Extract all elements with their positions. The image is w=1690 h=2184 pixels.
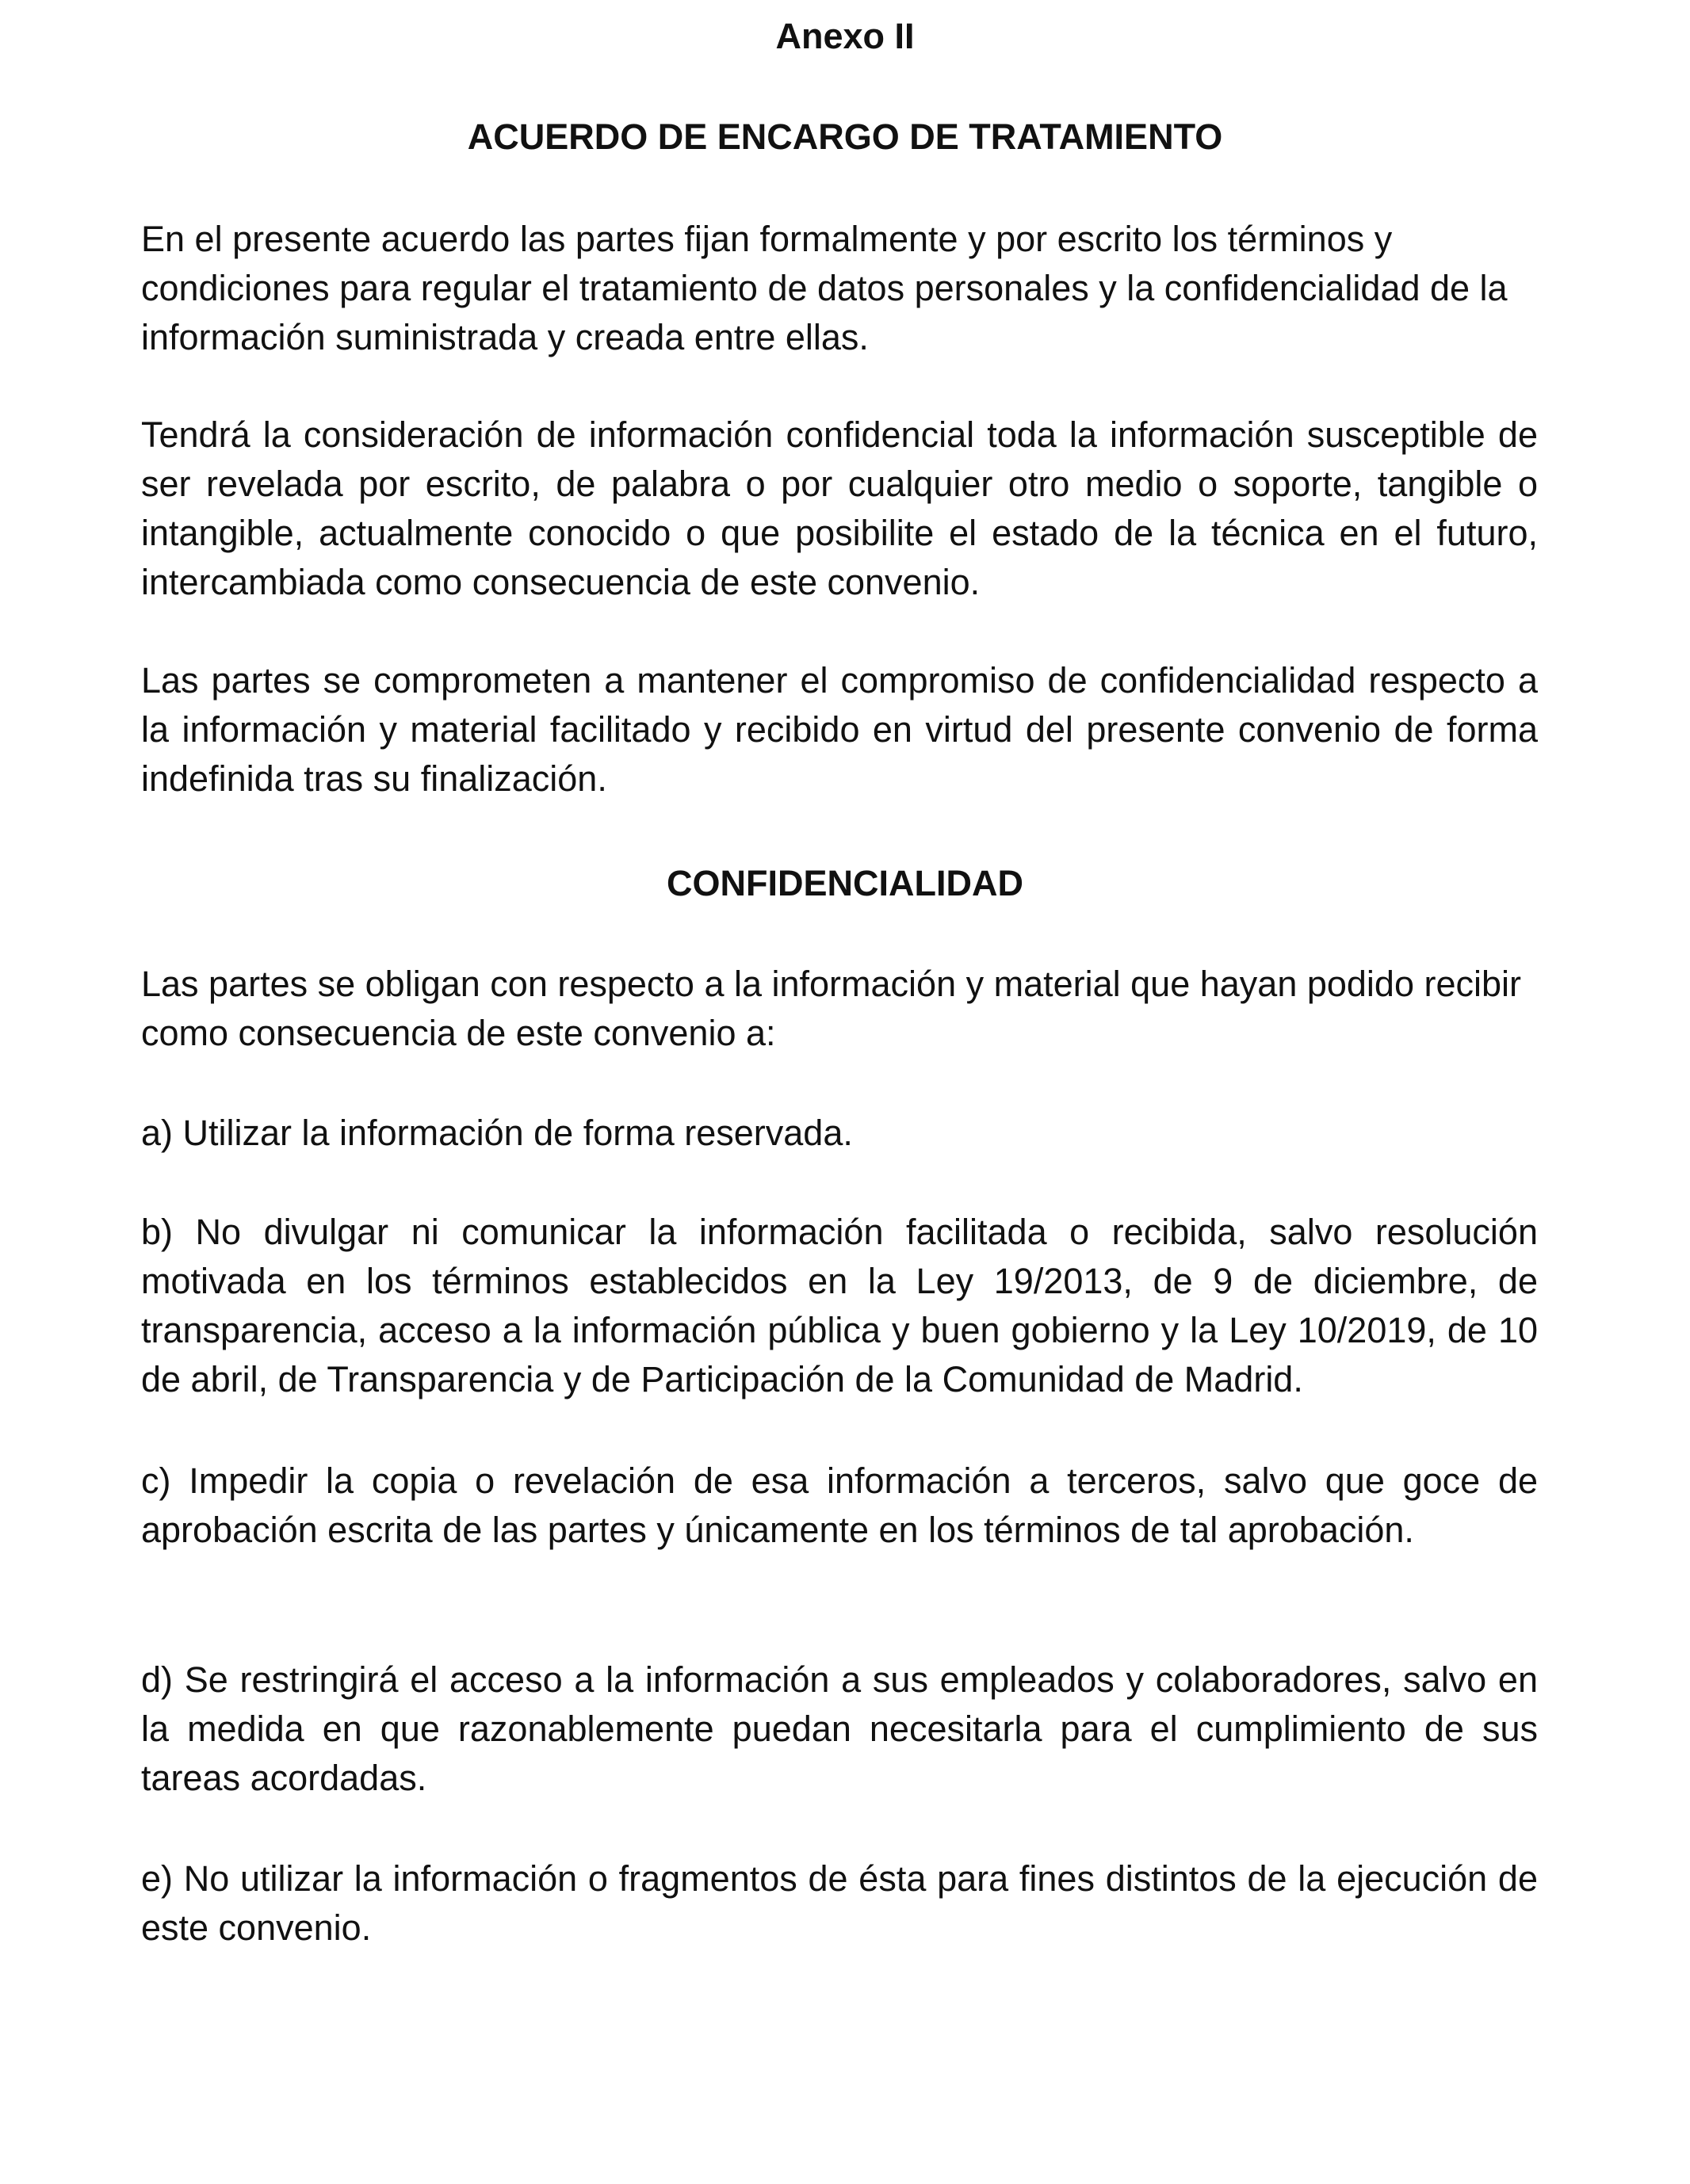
annex-label: Anexo II	[775, 16, 915, 56]
obligation-item-d: d) Se restringirá el acceso a la información a sus empleados y colaboradores, salvo en la medida en que razonablemente puedan necesitarla para el cumplimiento de sus tareas acordadas.	[141, 1659, 1538, 1798]
obligation-item-b: b) No divulgar ni comunicar la información facilitada o recibida, salvo resolución motivada en los términos establecidos en la Ley 19/2013, de 9 de diciembre, de transparencia, acceso a la información pública y buen gobierno y la Ley 10/2019, de 10 de abril, de Transparencia y de Participación de la Comunidad de Madrid.	[141, 1212, 1538, 1399]
obligation-item-c: c) Impedir la copia o revelación de esa información a terceros, salvo que goce de aprobación escrita de las partes y únicamente en los términos de tal aprobación.	[141, 1460, 1538, 1550]
confidential-info-paragraph: Tendrá la consideración de información confidencial toda la información susceptible de ser revelada por escrito, de palabra o por cualquier otro medio o soporte, tangible o intangible, actualmente conocido o que posibilite el estado de la técnica en el futuro, intercambiada como consecuencia de este convenio.	[141, 414, 1538, 602]
obligation-item-a: a) Utilizar la información de forma reservada.	[141, 1113, 853, 1153]
section-heading: CONFIDENCIALIDAD	[667, 863, 1023, 903]
intro-paragraph: En el presente acuerdo las partes fijan formalmente y por escrito los términos y condiciones para regular el tratamiento de datos personales y la confidencialidad de la información suministrada y creada entre ellas.	[141, 219, 1508, 357]
commitment-paragraph: Las partes se comprometen a mantener el compromiso de confidencialidad respecto a la información y material facilitado y recibido en virtud del presente convenio de forma indefinida tras su finalización.	[141, 660, 1538, 799]
obligation-item-e: e) No utilizar la información o fragmentos de ésta para fines distintos de la ejecución de este convenio.	[141, 1858, 1538, 1948]
document-title: ACUERDO DE ENCARGO DE TRATAMIENTO	[467, 116, 1223, 157]
section-intro-paragraph: Las partes se obligan con respecto a la información y material que hayan podido recibir como consecuencia de este convenio a:	[141, 964, 1522, 1053]
